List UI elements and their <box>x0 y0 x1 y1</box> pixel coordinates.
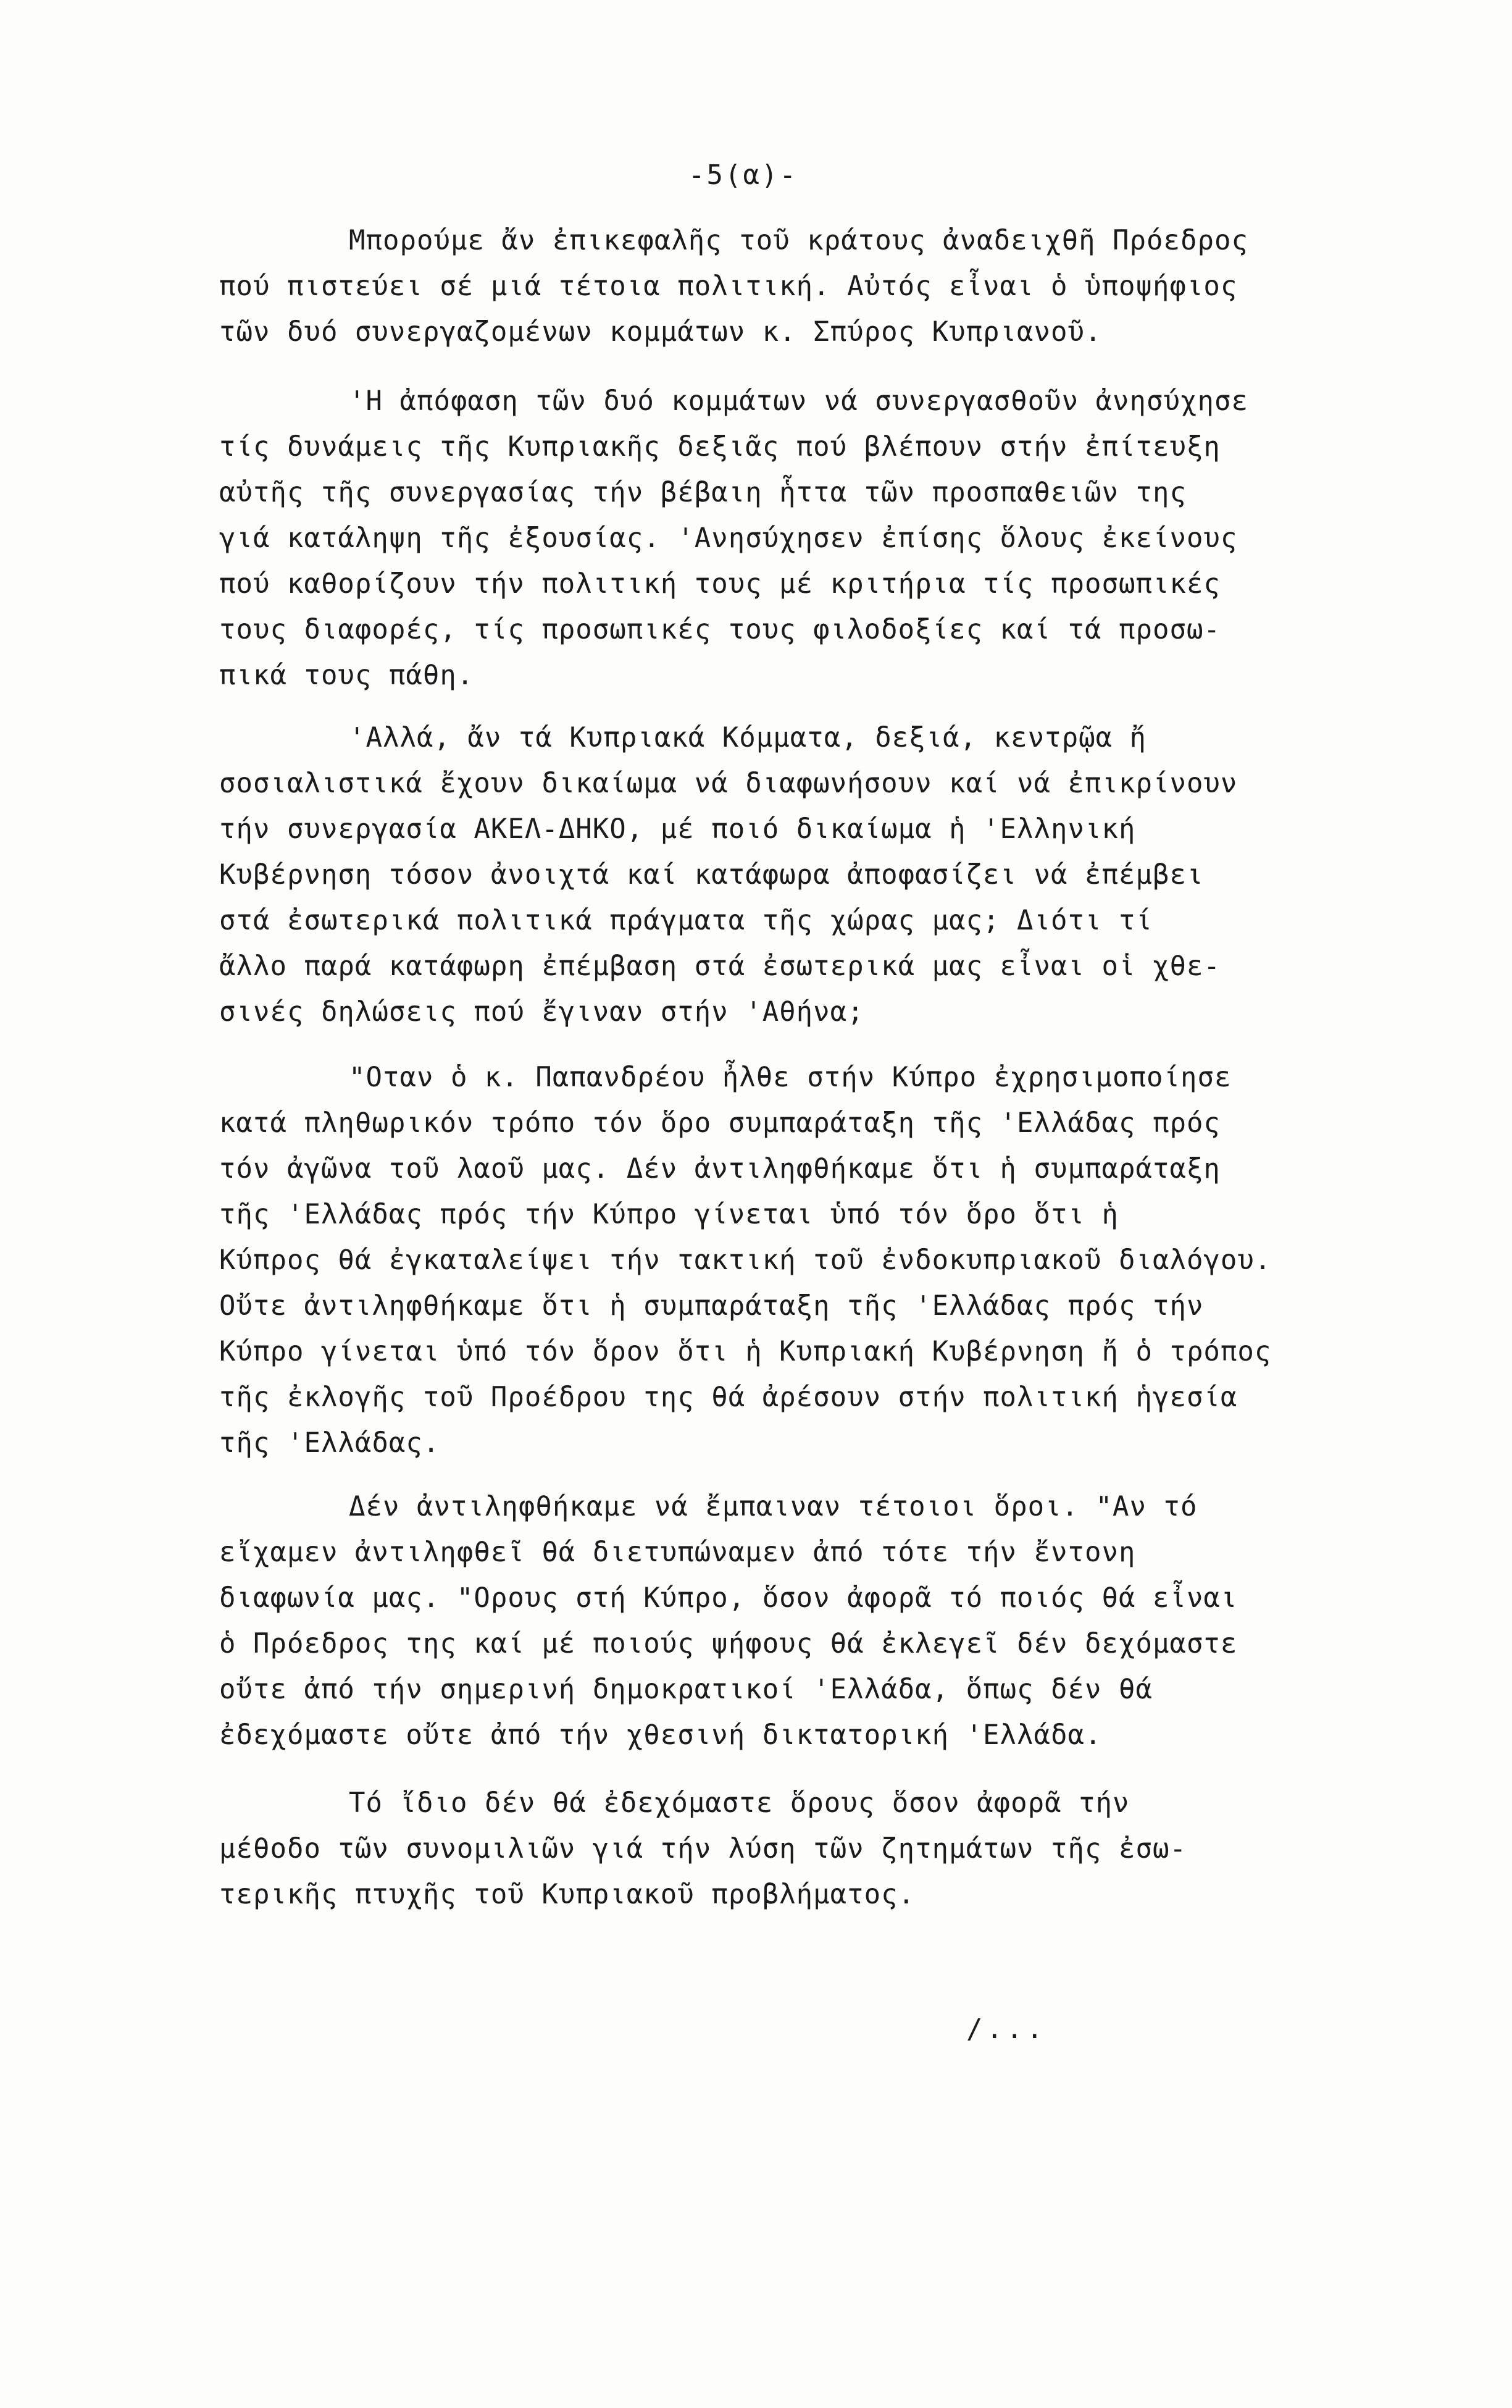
text-line: σινές δηλώσεις πού ἔγιναν στήν 'Αθήνα; <box>219 996 864 1028</box>
text-line: Κύπρο γίνεται ὑπό τόν ὅρον ὅτι ἡ Κυπριακή Κυβέρνηση ἤ ὁ τρόπος <box>219 1336 1272 1367</box>
text-line: τους διαφορές, τίς προσωπικές τους φιλοδοξίες καί τά προσω- <box>219 614 1221 645</box>
text-line: πικά τους πάθη. <box>219 660 474 691</box>
text-line: 'Η ἀπόφαση τῶν δυό κομμάτων νά συνεργασθοῦν ἀνησύχησε <box>349 385 1248 417</box>
text-line: Κύπρος θά ἐγκαταλείψει τήν τακτική τοῦ ἐνδοκυπριακοῦ διαλόγου. <box>219 1244 1272 1276</box>
text-line: διαφωνία μας. "Ορους στή Κύπρο, ὅσον ἀφορᾶ τό ποιός θά εἶναι <box>219 1582 1238 1614</box>
text-line: "Οταν ὁ κ. Παπανδρέου ἦλθε στήν Κύπρο ἐχρησιμοποίησε <box>349 1062 1232 1093</box>
text-line: Τό ἴδιο δέν θά ἐδεχόμαστε ὅρους ὅσον ἀφορᾶ τήν <box>349 1787 1130 1819</box>
text-line: ὁ Πρόεδρος της καί μέ ποιούς ψήφους θά ἐκλεγεῖ δέν δεχόμαστε <box>219 1628 1238 1659</box>
text-line: τόν ἀγῶνα τοῦ λαοῦ μας. Δέν ἀντιληφθήκαμε ὅτι ἡ συμπαράταξη <box>219 1153 1221 1185</box>
text-line: τῶν δυό συνεργαζομένων κομμάτων κ. Σπύρος Κυπριανοῦ. <box>219 316 1102 348</box>
text-line: τερικῆς πτυχῆς τοῦ Κυπριακοῦ προβλήματος. <box>219 1879 916 1910</box>
continuation-mark: /... <box>966 2013 1046 2045</box>
text-line: στά ἐσωτερικά πολιτικά πράγματα τῆς χώρας μας; Διότι τί <box>219 905 1153 936</box>
text-line: τήν συνεργασία ΑΚΕΛ-ΔΗΚΟ, μέ ποιό δικαίωμα ἡ 'Ελληνική <box>219 813 1136 845</box>
text-line: τίς δυνάμεις τῆς Κυπριακῆς δεξιᾶς πού βλέπουν στήν ἐπίτευξη <box>219 431 1221 463</box>
text-line: Οὔτε ἀντιληφθήκαμε ὅτι ἡ συμπαράταξη τῆς 'Ελλάδας πρός τήν <box>219 1290 1204 1322</box>
text-line: ἐδεχόμαστε οὔτε ἀπό τήν χθεσινή δικτατορική 'Ελλάδα. <box>219 1719 1102 1751</box>
text-line: 'Αλλά, ἄν τά Κυπριακά Κόμματα, δεξιά, κεντρῷα ἤ <box>349 722 1147 753</box>
text-line: πού πιστεύει σέ μιά τέτοια πολιτική. Αὐτός εἶναι ὁ ὑποψήφιος <box>219 271 1238 302</box>
text-line: πού καθορίζουν τήν πολιτική τους μέ κριτήρια τίς προσωπικές <box>219 568 1221 600</box>
text-line: κατά πληθωρικόν τρόπο τόν ὅρο συμπαράταξη τῆς 'Ελλάδας πρός <box>219 1107 1221 1139</box>
page-number: -5(α)- <box>688 159 798 191</box>
text-line: Μπορούμε ἄν ἐπικεφαλῆς τοῦ κράτους ἀναδειχθῆ Πρόεδρος <box>349 225 1248 256</box>
text-line: τῆς 'Ελλάδας. <box>219 1427 440 1459</box>
text-line: γιά κατάληψη τῆς ἐξουσίας. 'Ανησύχησεν ἐπίσης ὅλους ἐκείνους <box>219 522 1238 554</box>
text-line: Δέν ἀντιληφθήκαμε νά ἔμπαιναν τέτοιοι ὅροι. "Αν τό <box>349 1491 1198 1522</box>
text-line: οὔτε ἀπό τήν σημερινή δημοκρατικοί 'Ελλάδα, ὅπως δέν θά <box>219 1674 1153 1705</box>
text-line: σοσιαλιστικά ἔχουν δικαίωμα νά διαφωνήσουν καί νά ἐπικρίνουν <box>219 768 1238 799</box>
text-line: εἴχαμεν ἀντιληφθεῖ θά διετυπώναμεν ἀπό τότε τήν ἔντονη <box>219 1537 1136 1568</box>
text-line: τῆς ἐκλογῆς τοῦ Προέδρου της θά ἀρέσουν στήν πολιτική ἡγεσία <box>219 1382 1238 1413</box>
text-line: ἄλλο παρά κατάφωρη ἐπέμβαση στά ἐσωτερικά μας εἶναι οἱ χθε- <box>219 950 1221 982</box>
text-line: μέθοδο τῶν συνομιλιῶν γιά τήν λύση τῶν ζητημάτων τῆς ἐσω- <box>219 1833 1187 1865</box>
text-line: αὐτῆς τῆς συνεργασίας τήν βέβαιη ἧττα τῶν προσπαθειῶν της <box>219 477 1187 508</box>
text-line: τῆς 'Ελλάδας πρός τήν Κύπρο γίνεται ὑπό τόν ὅρο ὅτι ἡ <box>219 1199 1119 1230</box>
text-line: Κυβέρνηση τόσον ἀνοιχτά καί κατάφωρα ἀποφασίζει νά ἐπέμβει <box>219 859 1204 891</box>
